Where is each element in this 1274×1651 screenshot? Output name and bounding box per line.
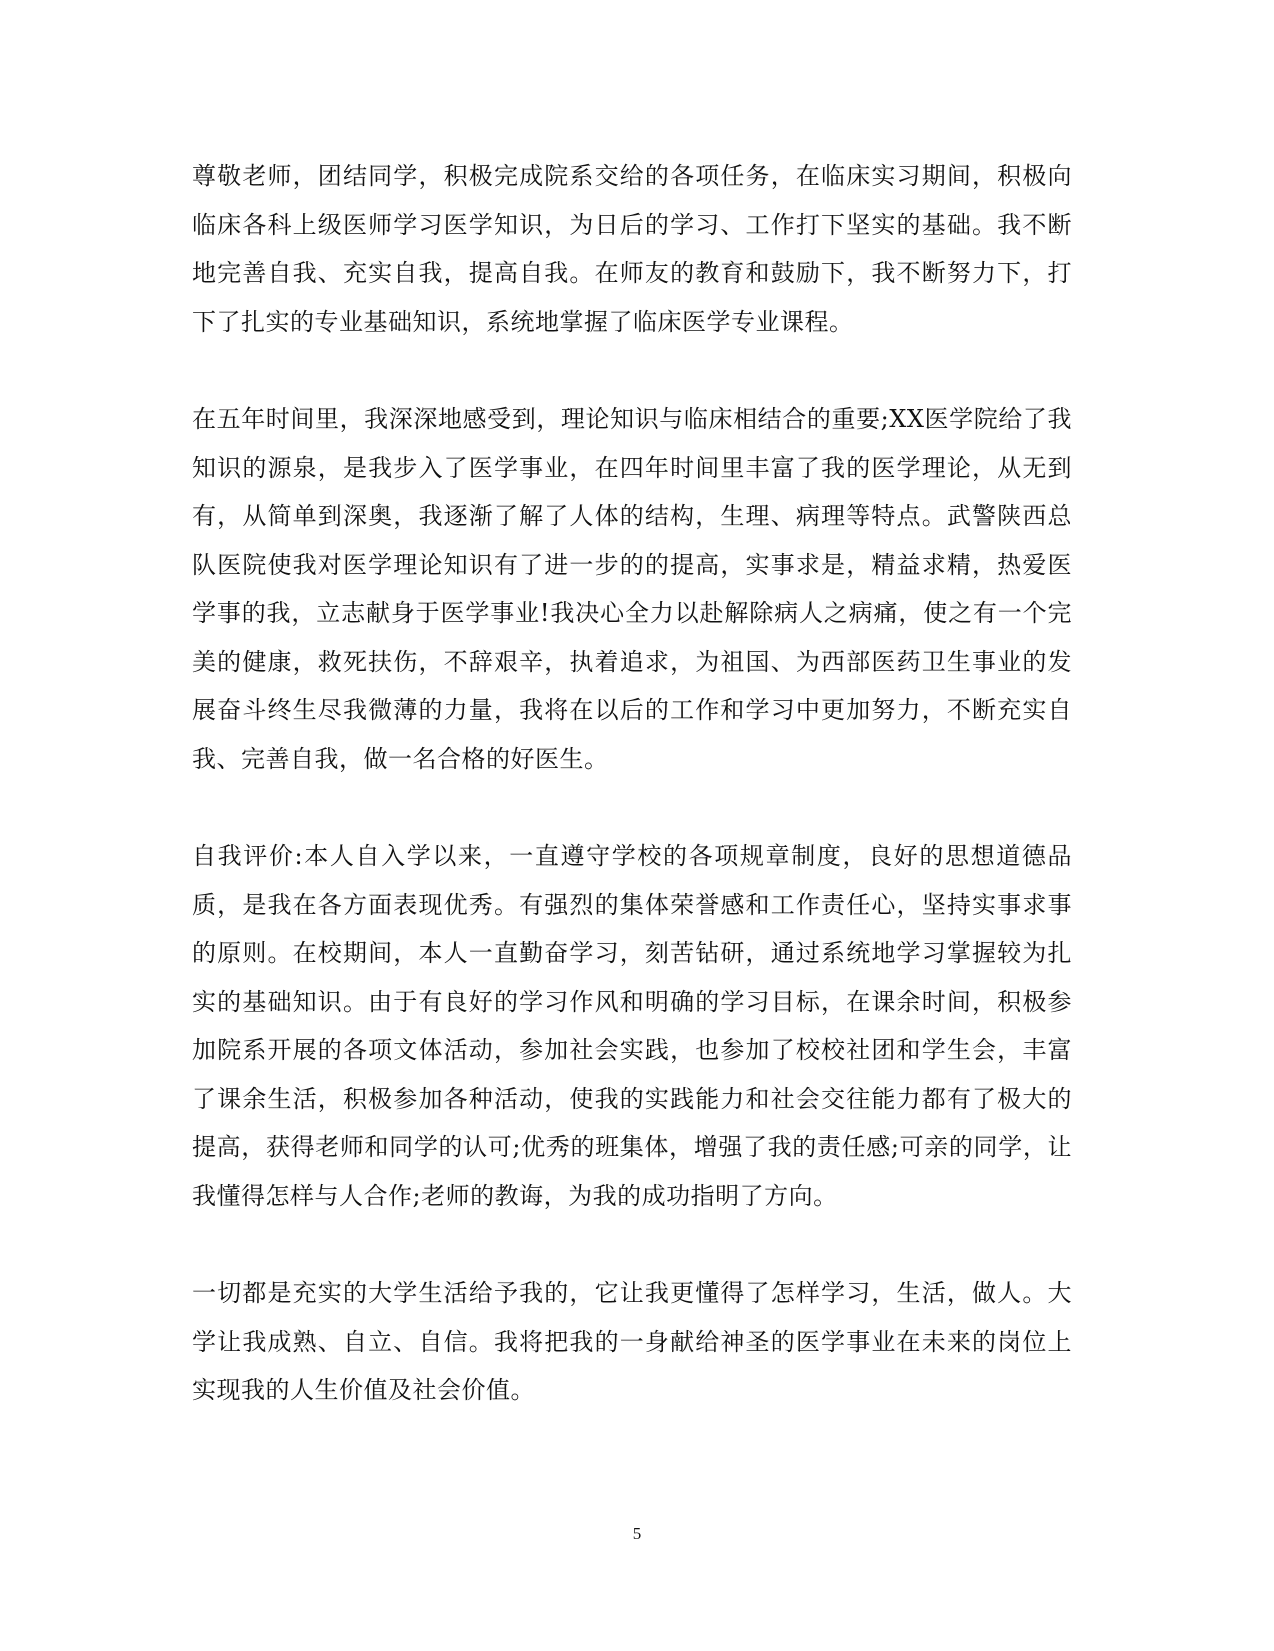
page-number: 5 <box>632 1524 642 1543</box>
document-body <box>192 152 1072 1464</box>
paragraph-1: 尊敬老师，团结同学，积极完成院系交给的各项任务，在临床实习期间，积极向临床各科上级医师学习医学知识，为日后的学习、工作打下坚实的基础。我不断地完善自我、充实自我，提高自我。在师友的教育和鼓励下，我不断努力下，打下了扎实的专业基础知识，系统地掌握了临床医学专业课程。 <box>192 162 1072 336</box>
paragraph-2: 在五年时间里，我深深地感受到，理论知识与临床相结合的重要;XX医学院给了我知识的源泉，是我步入了医学事业，在四年时间里丰富了我的医学理论，从无到有，从简单到深奥，我逐渐了解了人体的结构，生理、病理等特点。武警陕西总队医院使我对医学理论知识有了进一步的的提高，实事求是，精益求精，热爱医学事的我，立志献身于医学事业!我决心全力以赴解除病人之病痛，使之有一个完美的健康，救死扶伤，不辞艰辛，执着追求，为祖国、为西部医药卫生事业的发展奋斗终生尽我微薄的力量，我将在以后的工作和学习中更加努力，不断充实自我、完善自我，做一名合格的好医生。 <box>192 405 1072 773</box>
paragraph-3: 自我评价:本人自入学以来，一直遵守学校的各项规章制度，良好的思想道德品质，是我在各方面表现优秀。有强烈的集体荣誉感和工作责任心，坚持实事求事的原则。在校期间，本人一直勤奋学习，刻苦钻研，通过系统地学习掌握较为扎实的基础知识。由于有良好的学习作风和明确的学习目标，在课余时间，积极参加院系开展的各项文体活动，参加社会实践，也参加了校校社团和学生会，丰富了课余生活，积极参加各种活动，使我的实践能力和社会交往能力都有了极大的提高，获得老师和同学的认可;优秀的班集体，增强了我的责任感;可亲的同学，让我懂得怎样与人合作;老师的教诲，为我的成功指明了方向。 <box>192 842 1072 1210</box>
paragraph-4: 一切都是充实的大学生活给予我的，它让我更懂得了怎样学习，生活，做人。大学让我成熟、自立、自信。我将把我的一身献给神圣的医学事业在未来的岗位上实现我的人生价值及社会价值。 <box>192 1279 1072 1404</box>
